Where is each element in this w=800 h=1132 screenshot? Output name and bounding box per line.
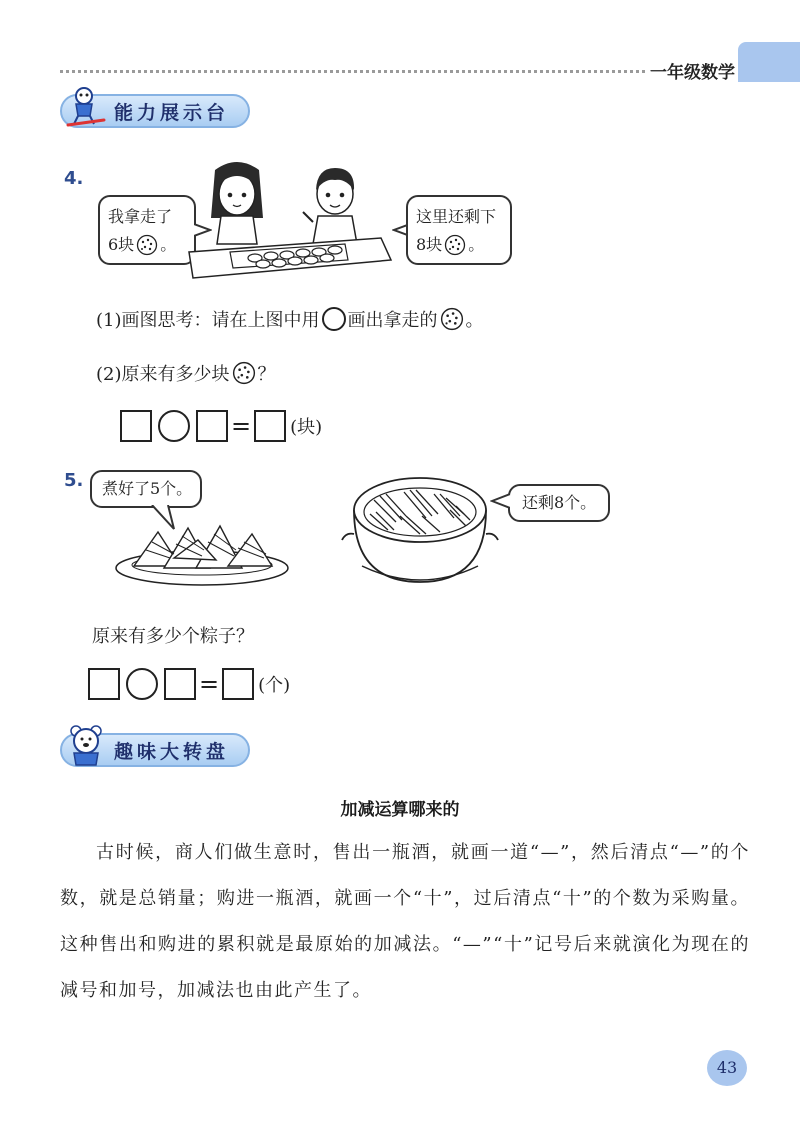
cookie-icon [444,234,466,256]
mascot-skier-icon [64,84,108,128]
question-5-text: 原来有多少个粽子？ [92,626,254,647]
bubble-remaining-tail: 。 [468,235,485,254]
speech-bubble-remaining [406,195,512,265]
section-fun-title: 趣味大转盘 [60,733,250,767]
page-number: 43 [707,1050,747,1086]
cookie-icon [136,234,158,256]
bubble-took-line2: 6块 [108,235,135,254]
question-4-part-1 [96,306,484,332]
bubble-remaining-line2-row [416,231,502,259]
section-ability [60,94,250,128]
bubble-remaining-line1: 这里还剩下 [416,207,497,226]
operator-circle[interactable] [158,410,190,442]
q4-part1-prefix: (1)画图思考：请在上图中用 [96,310,320,331]
story-title: 加减运算哪来的 [340,800,460,820]
question-4-part-2 [96,360,276,386]
answer-box-1[interactable] [88,668,120,700]
equals-sign: = [231,412,252,440]
bubble-remaining-zongzi-pointer [490,492,510,510]
story-paragraph: 古时候，商人们做生意时，售出一瓶酒，就画一道“—”，然后清点“—”的个数，就是总销量；购进一瓶酒，就画一个“十”，过后清点“十”的个数为采购量。这种售出和购进的累积就是最原始的加减法。“—”“十”记号后来就演化为现在的减号和加号，加减法也由此产生了。 [60,842,750,1001]
operator-circle[interactable] [126,668,158,700]
answer-box-1[interactable] [120,410,152,442]
grade-label: 一年级数学 [650,63,735,83]
speech-bubble-cooked: 煮好了5个。 [90,470,202,508]
cookie-icon [440,307,464,331]
bubble-took-line1: 我拿走了 [108,207,173,226]
q4-part1-tail: 。 [465,310,484,331]
zongzi-plate-illustration [112,510,292,590]
answer-box-result[interactable] [254,410,286,442]
zongzi-pot-illustration [340,470,500,590]
q4-part1-middle: 画出拿走的 [347,310,438,331]
kids-table-illustration [185,160,395,280]
speech-bubble-took [98,195,196,265]
question-4-equation [120,410,322,442]
question-5-number: 5. [64,470,84,491]
q5-unit: (个) [258,675,291,696]
answer-box-2[interactable] [196,410,228,442]
equals-sign: = [199,670,220,698]
section-ability-title: 能力展示台 [60,94,250,128]
bubble-remaining-line2: 8块 [416,235,443,254]
header-dotted-rule [60,70,645,73]
q4-part2-tail: ？ [257,364,276,385]
mascot-bear-icon [64,723,108,767]
answer-box-2[interactable] [164,668,196,700]
cookie-icon [232,361,256,385]
circle-shape-icon [322,307,346,331]
bubble-took-line2-row [108,231,186,259]
section-fun [60,733,250,767]
q4-unit: (块) [290,417,323,438]
bubble-took-tail: 。 [160,235,177,254]
q4-part2-prefix: (2)原来有多少块 [96,364,230,385]
question-4-number: 4. [64,168,84,189]
speech-bubble-remaining-zongzi: 还剩8个。 [508,484,610,522]
question-5-equation [88,668,290,700]
answer-box-result[interactable] [222,668,254,700]
header-corner-tab [738,42,800,82]
